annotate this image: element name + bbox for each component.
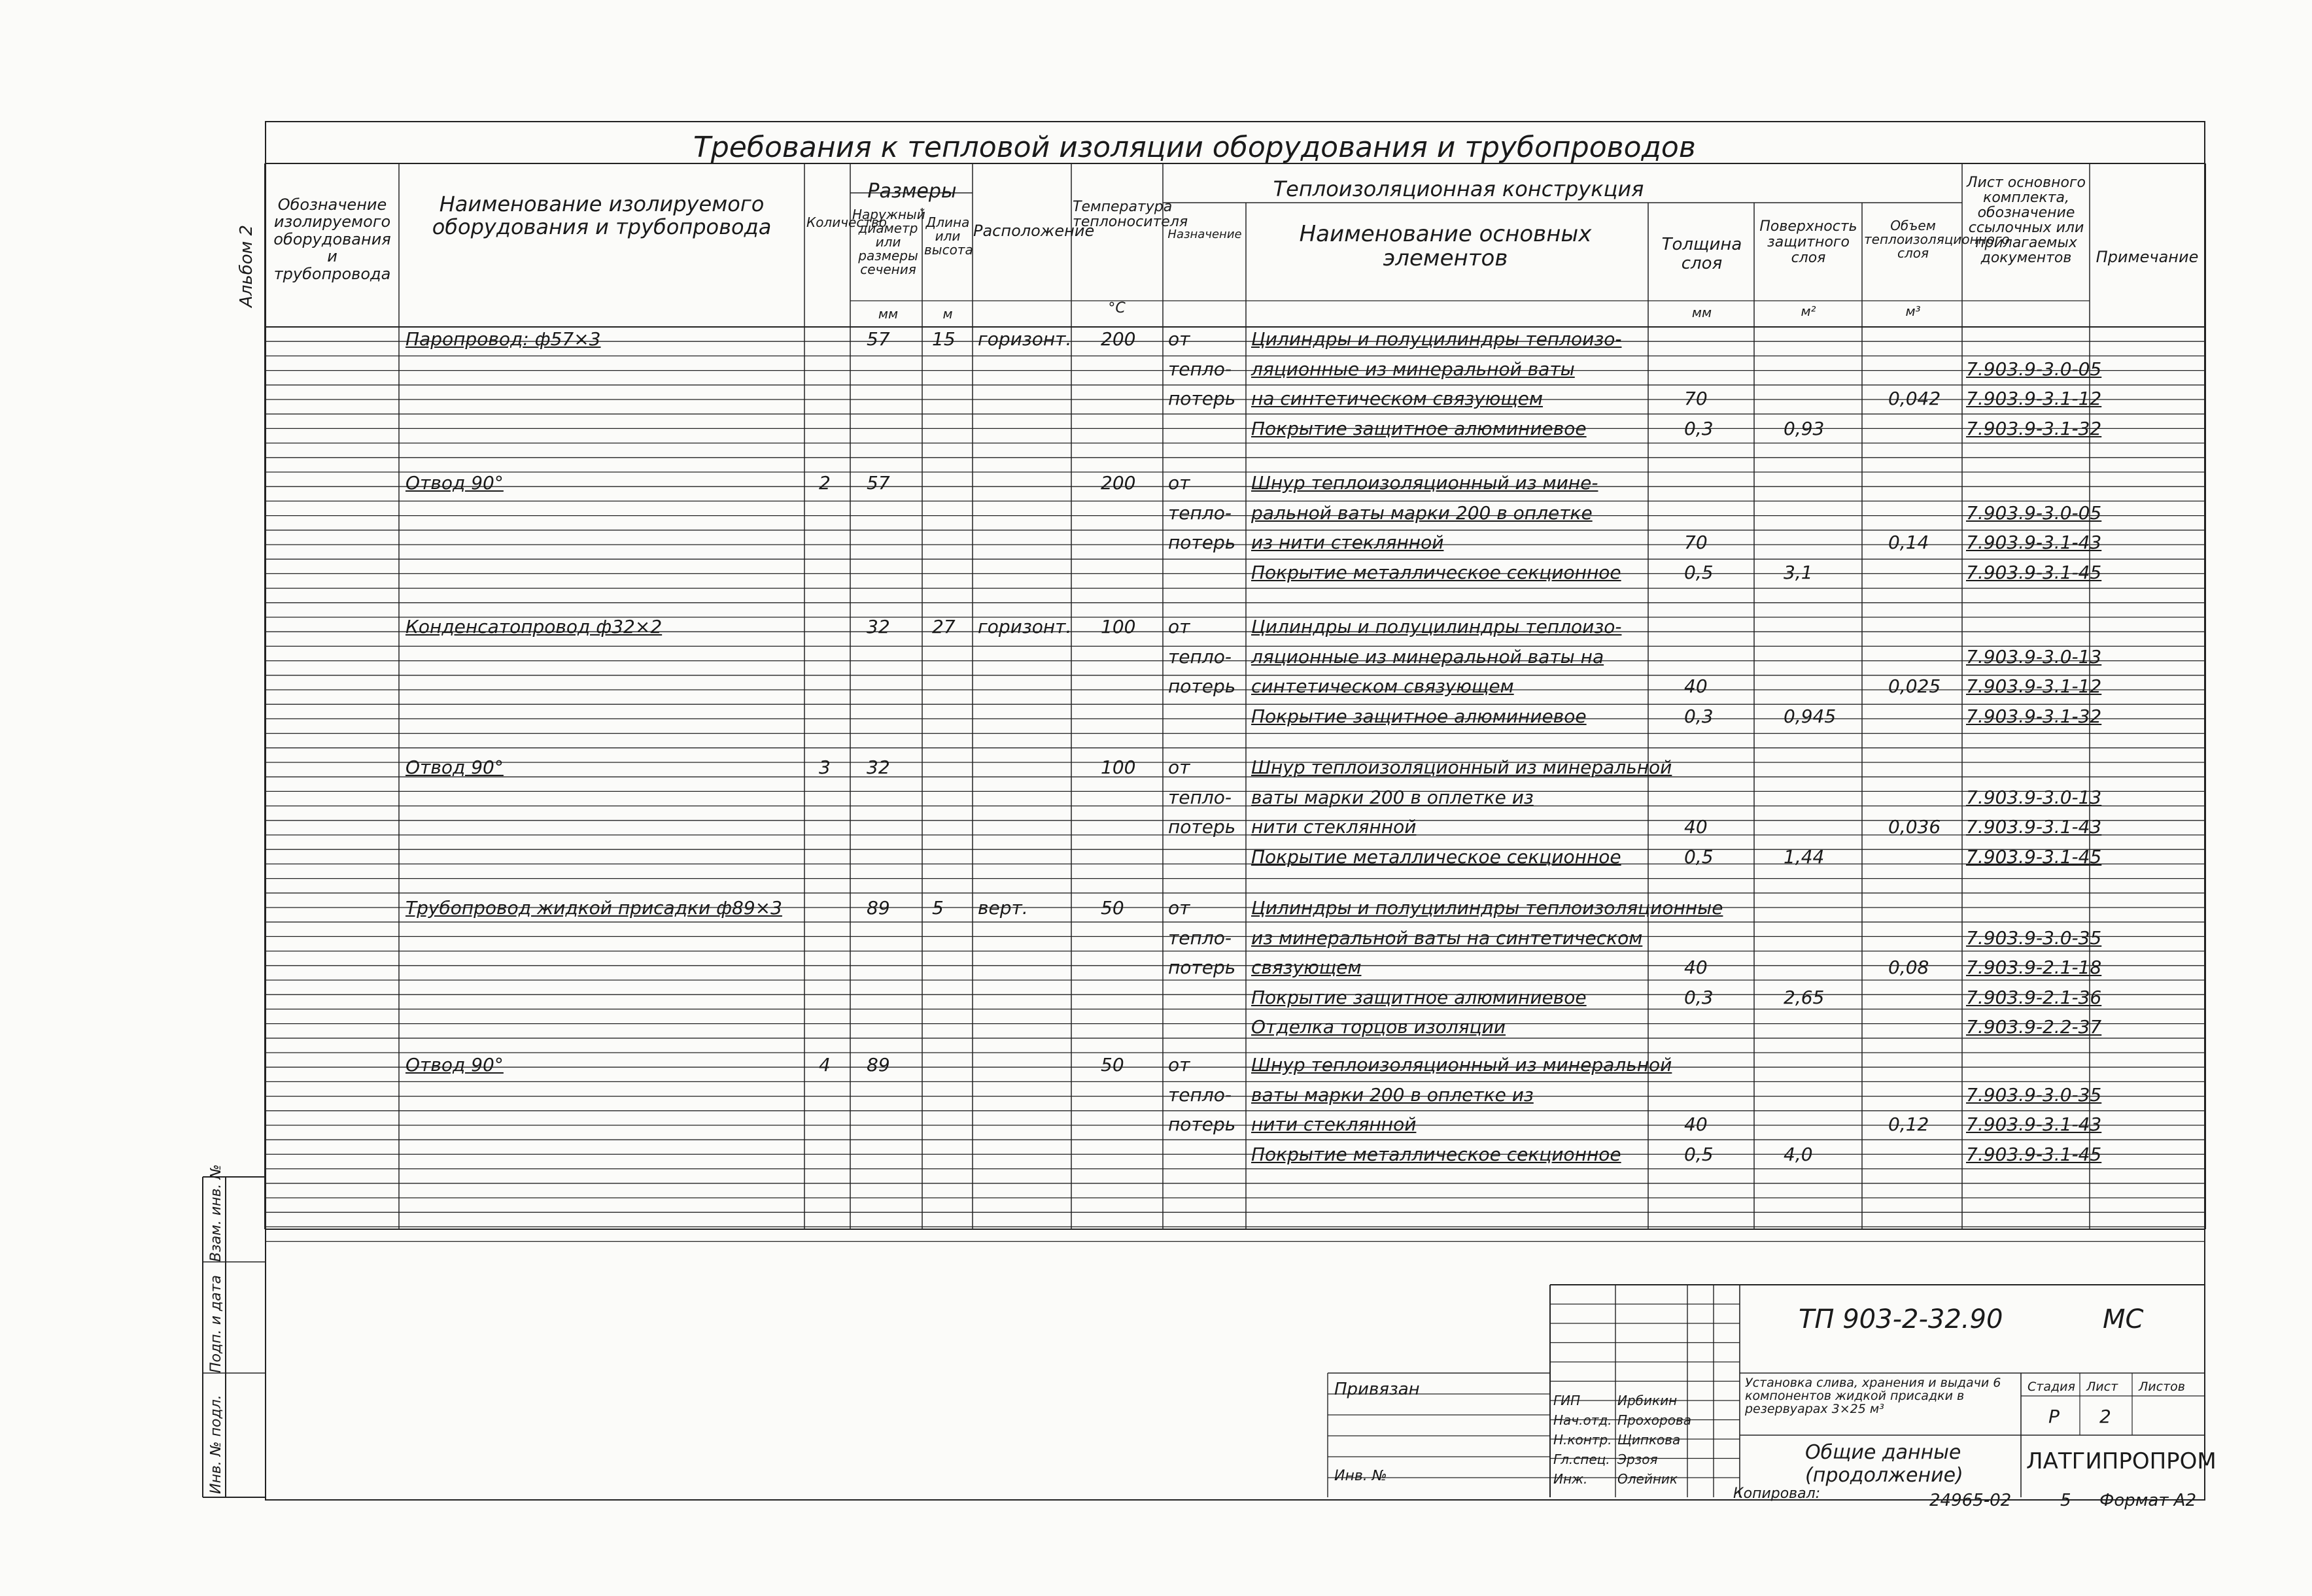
row-surface: 4,0 (1784, 1143, 1813, 1165)
row-doc-ref: 7.903.9-3.0-35 (1966, 926, 2102, 949)
row-purpose: потерь (1168, 1113, 1236, 1136)
row-doc-ref: 7.903.9-3.1-45 (1966, 845, 2102, 868)
row-location: горизонт. (978, 328, 1072, 350)
row-thickness: 40 (1684, 957, 1708, 979)
row-purpose: от (1168, 756, 1190, 778)
row-thickness: 0,3 (1684, 417, 1714, 439)
sheet-value: 2 (2099, 1406, 2111, 1427)
row-temperature: 100 (1101, 616, 1136, 637)
row-element: ваты марки 200 в оплетке из (1251, 1083, 1534, 1106)
row-thickness: 0,5 (1684, 561, 1714, 583)
row-length: 5 (932, 897, 944, 919)
inv-label: Инв. № (1334, 1468, 1387, 1484)
row-element: связующем (1251, 957, 1362, 979)
row-purpose: тепло- (1168, 926, 1232, 949)
row-surface: 2,65 (1784, 986, 1825, 1008)
row-element: из минеральной ваты на синтетическом (1251, 926, 1643, 949)
header-thickness-unit: мм (1691, 305, 1712, 320)
header-purpose: Назначение (1167, 228, 1242, 241)
header-volume: Объем теплоизоляционного слоя (1864, 218, 2010, 261)
format-label: Формат А2 (2099, 1491, 2197, 1510)
row-thickness: 40 (1684, 675, 1708, 698)
row-purpose: потерь (1168, 816, 1236, 838)
row-temperature: 200 (1101, 328, 1136, 350)
row-doc-ref: 7.903.9-3.1-43 (1966, 532, 2102, 554)
row-purpose: тепло- (1168, 645, 1232, 668)
row-purpose: тепло- (1168, 1083, 1232, 1106)
doc-code: ТП 903-2-32.90 (1799, 1304, 2003, 1334)
row-doc-ref: 7.903.9-3.1-12 (1966, 675, 2102, 698)
row-doc-ref: 7.903.9-3.0-35 (1966, 1083, 2102, 1106)
signature-name: Щипкова (1617, 1432, 1681, 1448)
doc-title: Общие данные (продолжение) (1805, 1441, 1963, 1487)
header-location: Расположение (973, 222, 1095, 240)
row-element: Цилиндры и полуцилиндры теплоизоляционные (1251, 897, 1723, 919)
row-thickness: 0,3 (1684, 705, 1714, 727)
row-purpose: от (1168, 1054, 1190, 1076)
row-name: Конденсатопровод ф32×2 (405, 616, 663, 637)
header-length-unit: м (942, 306, 953, 322)
header-name: Наименование изолируемого оборудования и трубопровода (432, 192, 772, 240)
row-doc-ref: 7.903.9-3.1-45 (1966, 1143, 2102, 1165)
row-temperature: 100 (1101, 756, 1136, 778)
row-purpose: от (1168, 472, 1190, 494)
sheets-label: Листов (2139, 1380, 2185, 1394)
header-diameter: Наружный диаметр или размеры сечения (852, 207, 925, 277)
row-purpose: тепло- (1168, 358, 1232, 380)
row-thickness: 70 (1684, 388, 1708, 410)
row-thickness: 40 (1684, 816, 1708, 838)
row-doc-ref: 7.903.9-2.1-18 (1966, 957, 2102, 979)
row-name: Отвод 90° (405, 472, 504, 494)
header-surface-unit: м² (1801, 303, 1816, 319)
row-element: Отделка торцов изоляции (1251, 1016, 1506, 1038)
row-diameter: 57 (867, 328, 890, 350)
row-element: синтетическом связующем (1251, 675, 1514, 698)
doc-mark: МС (2103, 1304, 2144, 1334)
header-construction: Теплоизоляционная конструкция (1273, 177, 1644, 201)
row-diameter: 57 (867, 472, 890, 494)
row-location: верт. (978, 897, 1028, 919)
header-quantity: Количество (806, 214, 888, 230)
row-temperature: 200 (1101, 472, 1136, 494)
row-element: Покрытие защитное алюминиевое (1251, 417, 1587, 439)
row-doc-ref: 7.903.9-3.0-13 (1966, 645, 2102, 668)
signature-role: Гл.спец. (1553, 1452, 1610, 1467)
row-doc-ref: 7.903.9-3.1-32 (1966, 417, 2102, 439)
row-element: нити стеклянной (1251, 816, 1417, 838)
row-volume: 0,042 (1888, 388, 1941, 410)
row-doc-ref: 7.903.9-3.0-05 (1966, 501, 2102, 524)
row-name: Отвод 90° (405, 756, 504, 778)
row-element: Шнур теплоизоляционный из минеральной (1251, 756, 1672, 778)
signature-role: Инж. (1553, 1471, 1588, 1487)
row-doc-ref: 7.903.9-3.1-45 (1966, 561, 2102, 583)
signature-name: Прохорова (1617, 1412, 1692, 1428)
row-purpose: потерь (1168, 388, 1236, 410)
row-element: Цилиндры и полуцилиндры теплоизо- (1251, 328, 1622, 350)
row-name: Трубопровод жидкой присадки ф89×3 (405, 897, 782, 919)
signature-role: ГИП (1553, 1393, 1581, 1408)
header-designation: Обозначение изолируемого оборудования и трубопровода (273, 195, 391, 283)
left-strip-replace: Взам. инв. № (208, 1164, 224, 1262)
row-quantity: 2 (819, 472, 831, 494)
row-diameter: 89 (867, 897, 890, 919)
archive-number: 24965-02 (1929, 1491, 2012, 1510)
row-doc-ref: 7.903.9-3.1-43 (1966, 1113, 2102, 1136)
header-elements: Наименование основных элементов (1299, 221, 1592, 272)
row-surface: 1,44 (1784, 845, 1825, 868)
header-surface: Поверхность защитного слоя (1759, 218, 1857, 267)
row-volume: 0,025 (1888, 675, 1941, 698)
row-thickness: 0,5 (1684, 1143, 1714, 1165)
row-thickness: 0,3 (1684, 986, 1714, 1008)
row-doc-ref: 7.903.9-2.1-36 (1966, 986, 2102, 1008)
row-element: ральной ваты марки 200 в оплетке (1251, 501, 1593, 524)
row-doc-ref: 7.903.9-3.1-12 (1966, 388, 2102, 410)
left-strip-sign: Подп. и дата (208, 1275, 224, 1373)
row-element: нити стеклянной (1251, 1113, 1417, 1136)
row-diameter: 89 (867, 1054, 890, 1076)
header-temperature: Температура теплоносителя (1073, 199, 1188, 231)
row-surface: 0,945 (1784, 705, 1837, 727)
row-purpose: тепло- (1168, 786, 1232, 808)
row-length: 15 (932, 328, 956, 350)
row-doc-ref: 7.903.9-3.1-43 (1966, 816, 2102, 838)
signature-role: Нач.отд. (1553, 1412, 1612, 1428)
row-element: Покрытие металлическое секционное (1251, 561, 1621, 583)
row-doc-ref: 7.903.9-3.0-05 (1966, 358, 2102, 380)
header-note: Примечание (2096, 248, 2199, 266)
row-quantity: 3 (819, 756, 831, 778)
row-purpose: от (1168, 328, 1190, 350)
row-volume: 0,08 (1888, 957, 1929, 979)
row-element: Покрытие металлическое секционное (1251, 1143, 1621, 1165)
row-element: Цилиндры и полуцилиндры теплоизо- (1251, 616, 1622, 637)
row-doc-ref: 7.903.9-3.1-32 (1966, 705, 2102, 727)
row-element: Покрытие защитное алюминиевое (1251, 705, 1587, 727)
row-location: горизонт. (978, 616, 1072, 637)
project-title: Установка слива, хранения и выдачи 6 компонентов жидкой присадки в резервуарах 3×25 м³ (1745, 1376, 2001, 1416)
row-length: 27 (932, 616, 956, 637)
sheet-label: Лист (2086, 1380, 2118, 1394)
row-temperature: 50 (1101, 897, 1124, 919)
signature-name: Ирбикин (1617, 1393, 1678, 1408)
row-volume: 0,12 (1888, 1113, 1929, 1136)
row-element: ляционные из минеральной ваты на (1251, 645, 1604, 668)
signature-name: Олейник (1617, 1471, 1678, 1487)
org-name: ЛАТГИПРОПРОМ (2026, 1448, 2217, 1474)
linked-label: Привязан (1334, 1380, 1420, 1399)
row-doc-ref: 7.903.9-2.2-37 (1966, 1016, 2102, 1038)
header-thickness: Толщина слоя (1661, 235, 1742, 273)
row-temperature: 50 (1101, 1054, 1124, 1076)
row-thickness: 40 (1684, 1113, 1708, 1136)
row-surface: 3,1 (1784, 561, 1813, 583)
row-element: из нити стеклянной (1251, 532, 1444, 554)
row-element: на синтетическом связующем (1251, 388, 1544, 410)
header-length: Длина или высота (924, 214, 973, 258)
stage-label: Стадия (2027, 1380, 2075, 1394)
row-diameter: 32 (867, 616, 890, 637)
album-label: Альбом 2 (237, 224, 256, 307)
row-name: Отвод 90° (405, 1054, 504, 1076)
row-diameter: 32 (867, 756, 890, 778)
header-volume-unit: м³ (1905, 303, 1921, 319)
table-title: Требования к тепловой изоляции оборудования и трубопроводов (693, 131, 1696, 164)
header-diameter-unit: мм (878, 306, 899, 322)
row-purpose: потерь (1168, 957, 1236, 979)
row-purpose: от (1168, 616, 1190, 637)
row-element: Шнур теплоизоляционный из мине- (1251, 472, 1598, 494)
row-element: Шнур теплоизоляционный из минеральной (1251, 1054, 1672, 1076)
copied-label: Копировал: (1733, 1486, 1821, 1502)
row-purpose: потерь (1168, 675, 1236, 698)
row-element: ваты марки 200 в оплетке из (1251, 786, 1534, 808)
row-element: Покрытие металлическое секционное (1251, 845, 1621, 868)
row-element: Покрытие защитное алюминиевое (1251, 986, 1587, 1008)
row-purpose: потерь (1168, 532, 1236, 554)
header-sizes: Размеры (867, 180, 957, 203)
row-surface: 0,93 (1784, 417, 1825, 439)
row-thickness: 0,5 (1684, 845, 1714, 868)
signature-name: Эрзоя (1617, 1452, 1658, 1467)
row-volume: 0,036 (1888, 816, 1941, 838)
page-number: 5 (2060, 1491, 2071, 1510)
row-purpose: от (1168, 897, 1190, 919)
signature-role: Н.контр. (1553, 1432, 1612, 1448)
left-strip-inv: Инв. № подл. (208, 1395, 224, 1494)
row-volume: 0,14 (1888, 532, 1929, 554)
header-temperature-unit: °С (1108, 300, 1126, 316)
row-doc-ref: 7.903.9-3.0-13 (1966, 786, 2102, 808)
row-thickness: 70 (1684, 532, 1708, 554)
row-purpose: тепло- (1168, 501, 1232, 524)
row-element: ляционные из минеральной ваты (1251, 358, 1575, 380)
stage-value: Р (2048, 1406, 2060, 1427)
row-quantity: 4 (819, 1054, 831, 1076)
row-name: Паропровод: ф57×3 (405, 328, 601, 350)
header-docs: Лист основного комплекта, обозначение ссылочных или прилагаемых документов (1967, 175, 2086, 267)
